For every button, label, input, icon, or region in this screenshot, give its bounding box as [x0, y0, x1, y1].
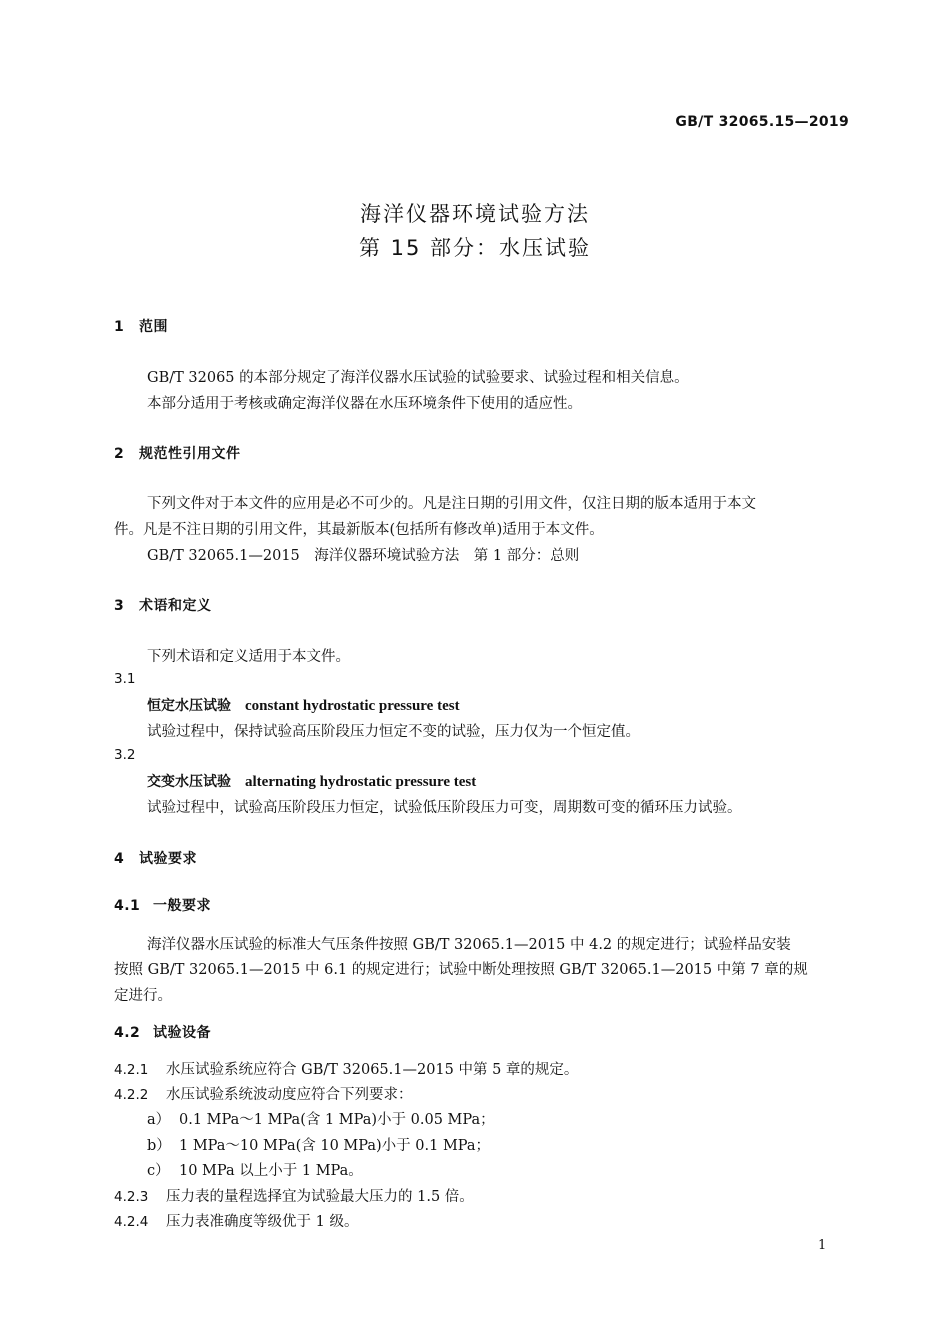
- term-number: 3.2: [114, 747, 136, 763]
- section-2-heading: [114, 443, 241, 463]
- paragraph-line: 件。凡是不注日期的引用文件，其最新版本(包括所有修改单)适用于本文件。: [114, 522, 604, 538]
- term-definition: 试验过程中，试验高压阶段压力恒定，试验低压阶段压力可变，周期数可变的循环压力试验。: [147, 800, 742, 816]
- section-number: 1: [114, 319, 125, 335]
- clause-number: 4.2.4: [114, 1214, 149, 1230]
- list-text: 0.1 MPa～1 MPa(含 1 MPa)小于 0.05 MPa；: [179, 1112, 495, 1128]
- page-number: 1: [818, 1238, 827, 1253]
- section-3-heading: [114, 595, 212, 615]
- clause-4-2-3: [114, 1185, 474, 1206]
- term-chinese: 交变水压试验: [147, 774, 231, 790]
- subsection-title: 一般要求: [153, 898, 211, 914]
- section-number: 2: [114, 446, 125, 462]
- term-entry: [147, 695, 460, 715]
- clause-4-2-1: [114, 1058, 578, 1079]
- paragraph-line: 海洋仪器水压试验的标准大气压条件按照 GB/T 32065.1—2015 中 4.2 的规定进行；试验样品安装: [147, 937, 791, 953]
- list-item: [147, 1159, 363, 1180]
- list-text: 1 MPa～10 MPa(含 10 MPa)小于 0.1 MPa；: [179, 1138, 491, 1154]
- clause-number: 4.2.1: [114, 1062, 149, 1078]
- subsection-title: 试验设备: [153, 1025, 211, 1041]
- term-number: 3.1: [114, 671, 136, 687]
- section-1-heading: [114, 316, 168, 336]
- list-marker: a）: [147, 1112, 171, 1128]
- document-subtitle: 第 15 部分：水压试验: [358, 236, 592, 260]
- clause-4-2-2: [114, 1083, 413, 1104]
- clause-text: 压力表的量程选择宜为试验最大压力的 1.5 倍。: [166, 1189, 474, 1205]
- list-item: [147, 1134, 490, 1155]
- subsection-4-2-heading: [114, 1022, 211, 1042]
- standard-code: GB/T 32065.15—2019: [675, 114, 849, 130]
- term-english: alternating hydrostatic pressure test: [245, 774, 477, 790]
- list-marker: b）: [147, 1138, 171, 1154]
- term-entry: [147, 771, 476, 791]
- paragraph: 本部分适用于考核或确定海洋仪器在水压环境条件下使用的适应性。: [147, 396, 582, 412]
- section-title: 范围: [139, 319, 168, 335]
- paragraph: 下列术语和定义适用于本文件。: [147, 649, 350, 665]
- paragraph: GB/T 32065 的本部分规定了海洋仪器水压试验的试验要求、试验过程和相关信息。: [147, 370, 689, 386]
- list-item: [147, 1108, 495, 1129]
- list-text: 10 MPa 以上小于 1 MPa。: [179, 1163, 363, 1179]
- section-title: 试验要求: [139, 851, 197, 867]
- clause-number: 4.2.3: [114, 1189, 149, 1205]
- section-title: 规范性引用文件: [139, 446, 241, 462]
- section-number: 4: [114, 851, 125, 867]
- term-english: constant hydrostatic pressure test: [245, 698, 460, 714]
- section-title: 术语和定义: [139, 598, 212, 614]
- section-4-heading: [114, 848, 197, 868]
- term-chinese: 恒定水压试验: [147, 698, 231, 714]
- document-title: 海洋仪器环境试验方法: [360, 202, 590, 226]
- term-definition: 试验过程中，保持试验高压阶段压力恒定不变的试验，压力仅为一个恒定值。: [147, 724, 640, 740]
- list-marker: c）: [147, 1163, 170, 1179]
- subsection-number: 4.1: [114, 898, 141, 914]
- clause-text: 水压试验系统应符合 GB/T 32065.1—2015 中第 5 章的规定。: [166, 1062, 579, 1078]
- clause-4-2-4: [114, 1210, 358, 1231]
- paragraph-line: 定进行。: [114, 988, 172, 1004]
- clause-text: 水压试验系统波动度应符合下列要求：: [166, 1087, 413, 1103]
- section-number: 3: [114, 598, 125, 614]
- normative-reference: GB/T 32065.1—2015 海洋仪器环境试验方法 第 1 部分：总则: [147, 548, 580, 564]
- clause-text: 压力表准确度等级优于 1 级。: [166, 1214, 359, 1230]
- subsection-4-1-heading: [114, 895, 211, 915]
- clause-number: 4.2.2: [114, 1087, 149, 1103]
- paragraph-line: 下列文件对于本文件的应用是必不可少的。凡是注日期的引用文件，仅注日期的版本适用于本文: [147, 496, 756, 512]
- subsection-number: 4.2: [114, 1025, 141, 1041]
- paragraph-line: 按照 GB/T 32065.1—2015 中 6.1 的规定进行；试验中断处理按照 GB/T 32065.1—2015 中第 7 章的规: [114, 962, 808, 978]
